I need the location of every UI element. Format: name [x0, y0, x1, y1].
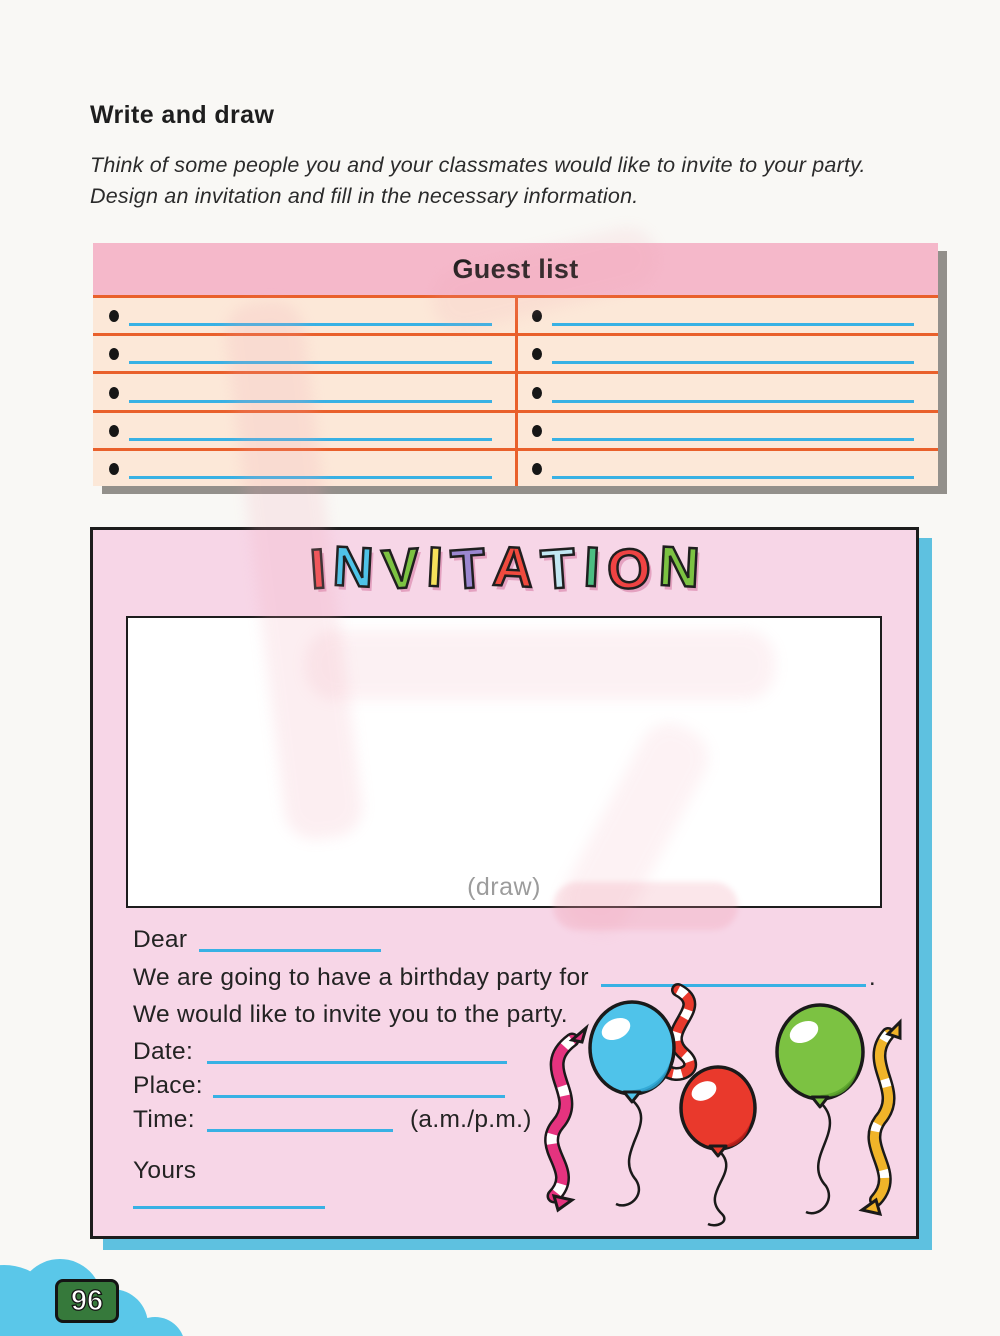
guest-list-column-right — [516, 298, 939, 486]
page-title: Write and draw — [90, 101, 275, 129]
guest-entry-row — [93, 451, 516, 486]
bullet-icon — [109, 387, 119, 399]
bubble-letter: O — [605, 535, 653, 602]
bullet-icon — [532, 348, 542, 360]
bubble-letter: N — [331, 533, 376, 600]
guest-entry-write-line[interactable] — [552, 438, 915, 441]
bullet-icon — [532, 425, 542, 437]
ampm-label: (a.m./p.m.) — [409, 1106, 532, 1133]
guest-entry-write-line[interactable] — [552, 361, 915, 364]
time-write-line[interactable] — [207, 1129, 393, 1132]
guest-entry-row — [93, 413, 516, 451]
guest-entry-write-line[interactable] — [129, 323, 492, 326]
guest-list-body — [93, 298, 938, 486]
bubble-letter: T — [539, 535, 578, 602]
bubble-letter: I — [425, 534, 445, 599]
party-text: We are going to have a birthday party for — [133, 964, 589, 991]
closing-write-line[interactable] — [133, 1206, 325, 1209]
guest-entry-row — [516, 451, 939, 486]
pink-streamer-icon — [552, 1028, 586, 1210]
date-label: Date: — [133, 1038, 194, 1065]
party-period: . — [868, 964, 876, 991]
place-write-line[interactable] — [213, 1095, 505, 1098]
guest-list-title: Guest list — [93, 243, 938, 298]
closing-label: Yours — [133, 1157, 197, 1184]
instructions-text: Think of some people you and your classmates would like to invite to your party. Design an invitation and fill in the necessary information. — [90, 153, 866, 209]
time-line — [133, 1106, 532, 1134]
bullet-icon — [532, 463, 542, 475]
page-number-badge — [55, 1279, 119, 1323]
dear-label: Dear — [133, 926, 188, 953]
place-label: Place: — [133, 1072, 203, 1099]
invitation-card — [90, 527, 919, 1239]
draw-label: (draw) — [467, 873, 541, 901]
guest-list — [93, 243, 938, 486]
red-balloon-icon — [681, 1067, 755, 1225]
balloons-illustration — [520, 982, 912, 1230]
bubble-letter: N — [657, 533, 701, 600]
guest-entry-row — [516, 413, 939, 451]
yellow-streamer-icon — [862, 1022, 900, 1214]
bullet-icon — [532, 310, 542, 322]
guest-entry-row — [93, 336, 516, 374]
guest-entry-row — [516, 298, 939, 336]
guest-entry-row — [516, 336, 939, 374]
date-write-line[interactable] — [207, 1061, 507, 1064]
guest-entry-write-line[interactable] — [552, 323, 915, 326]
bullet-icon — [532, 387, 542, 399]
place-line — [133, 1072, 505, 1100]
invite-text: We would like to invite you to the party. — [133, 1001, 568, 1028]
guest-entry-write-line[interactable] — [129, 476, 492, 479]
bubble-letter: I — [582, 534, 601, 599]
closing-line — [133, 1157, 196, 1185]
column-divider — [515, 298, 518, 486]
guest-entry-row — [93, 374, 516, 412]
bullet-icon — [109, 463, 119, 475]
invite-line — [133, 1001, 568, 1029]
guest-entry-row — [516, 374, 939, 412]
blue-balloon-icon — [590, 1002, 674, 1205]
green-balloon-icon — [777, 1005, 863, 1213]
bubble-letter: A — [491, 533, 536, 600]
bullet-icon — [109, 348, 119, 360]
date-line — [133, 1038, 507, 1066]
dear-write-line[interactable] — [199, 949, 381, 952]
guest-entry-write-line[interactable] — [129, 361, 492, 364]
guest-entry-write-line[interactable] — [129, 438, 492, 441]
guest-list-column-left — [93, 298, 516, 486]
bullet-icon — [109, 425, 119, 437]
guest-entry-write-line[interactable] — [129, 400, 492, 403]
bubble-letter: I — [307, 536, 328, 601]
draw-area[interactable] — [126, 616, 882, 908]
bubble-letter: V — [379, 535, 422, 602]
page-number: 96 — [70, 1284, 104, 1317]
bullet-icon — [109, 310, 119, 322]
guest-entry-row — [93, 298, 516, 336]
time-label: Time: — [133, 1106, 195, 1133]
dear-line — [133, 926, 381, 954]
guest-entry-write-line[interactable] — [552, 476, 915, 479]
guest-entry-write-line[interactable] — [552, 400, 915, 403]
invitation-title — [93, 533, 916, 602]
bubble-letter: T — [448, 535, 488, 602]
